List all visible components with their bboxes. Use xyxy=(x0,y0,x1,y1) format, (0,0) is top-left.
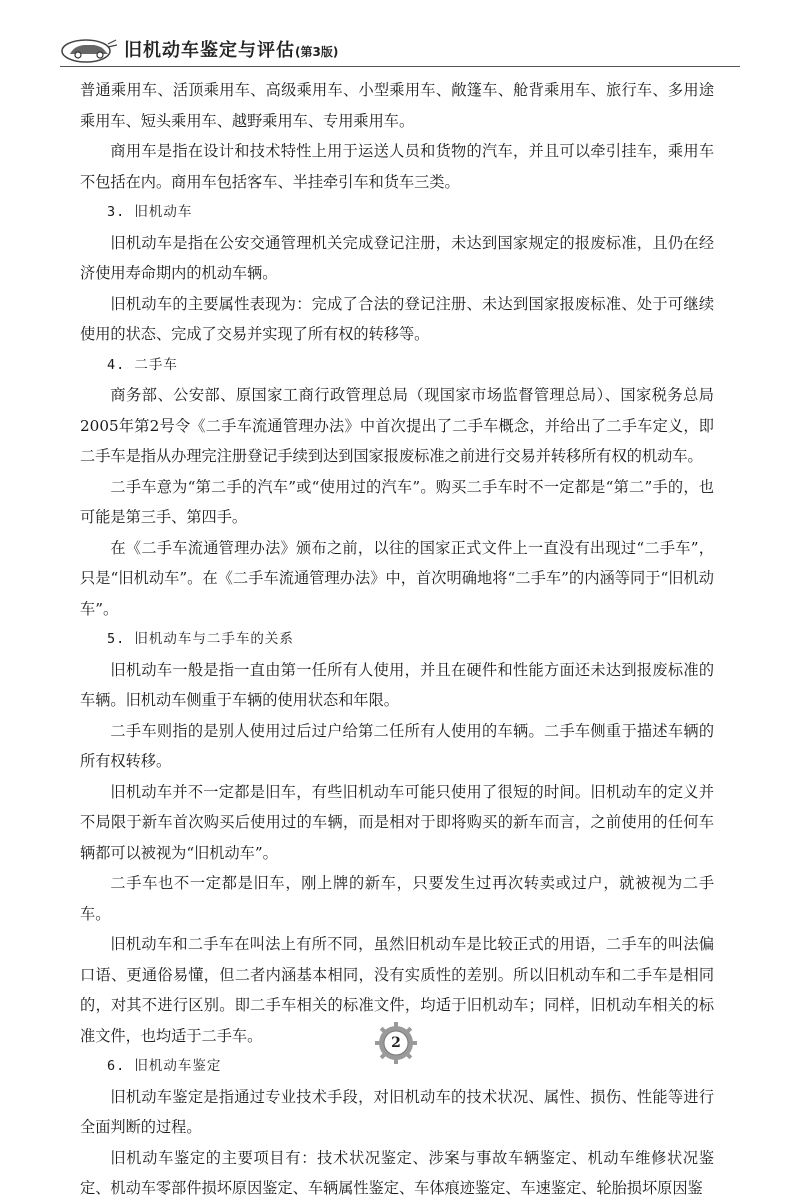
book-edition: (第3版) xyxy=(295,45,339,59)
book-title-text: 旧机动车鉴定与评估 xyxy=(124,40,295,61)
paragraph-appraisal-items: 旧机动车鉴定的主要项目有：技术状况鉴定、涉案与事故车辆鉴定、机动车维修状况鉴定、机动车零部件损坏原因鉴定、车辆属性鉴定、车体痕迹鉴定、车速鉴定、轮胎损坏原因鉴 xyxy=(80,1148,714,1197)
paragraph-relation-3: 旧机动车并不一定都是旧车，有些旧机动车可能只使用了很短的时间。旧机动车的定义并不局限于新车首次购买后使用过的车辆，而是相对于即将购买的新车而言，之前使用的任何车辆都可以被视为“旧机动车”。 xyxy=(80,782,714,862)
paragraph-relation-1: 旧机动车一般是指一直由第一任所有人使用，并且在硬件和性能方面还未达到报废标准的车辆。旧机动车侧重于车辆的使用状态和年限。 xyxy=(80,660,714,709)
paragraph-appraisal-definition: 旧机动车鉴定是指通过专业技术手段，对旧机动车的技术状况、属性、损伤、性能等进行全面判断的过程。 xyxy=(80,1087,714,1136)
paragraph-continued: 普通乘用车、活顶乘用车、高级乘用车、小型乘用车、敞篷车、舱背乘用车、旅行车、多用途乘用车、短头乘用车、越野乘用车、专用乘用车。 xyxy=(80,81,714,130)
page-header xyxy=(60,30,740,70)
section-heading-4: 4. 二手车 xyxy=(107,356,178,373)
page-number-badge xyxy=(375,1022,417,1064)
section-heading-6: 6. 旧机动车鉴定 xyxy=(107,1058,222,1074)
book-title xyxy=(124,36,338,62)
car-logo-icon xyxy=(60,36,118,64)
header-divider xyxy=(60,66,740,67)
page-number: 2 xyxy=(391,1035,401,1051)
paragraph-used-vehicle-attributes: 旧机动车的主要属性表现为：完成了合法的登记注册、未达到国家报废标准、处于可继续使用的状态、完成了交易并实现了所有权的转移等。 xyxy=(80,294,714,343)
paragraph-commercial-vehicle: 商用车是指在设计和技术特性上用于运送人员和货物的汽车，并且可以牵引挂车，乘用车不包括在内。商用车包括客车、半挂牵引车和货车三类。 xyxy=(80,142,714,191)
paragraph-used-vehicle-definition: 旧机动车是指在公安交通管理机关完成登记注册，未达到国家规定的报废标准，且仍在经济使用寿命期内的机动车辆。 xyxy=(80,233,714,282)
paragraph-second-hand-definition: 商务部、公安部、原国家工商行政管理总局（现国家市场监督管理总局）、国家税务总局2005年第2号令《二手车流通管理办法》中首次提出了二手车概念，并给出了二手车定义，即二手车是指从办理完注册登记手续到达到国家报废标准之前进行交易并转移所有权的机动车。 xyxy=(80,386,714,465)
paragraph-second-hand-meaning: 二手车意为“第二手的汽车”或“使用过的汽车”。购买二手车时不一定都是“第二”手的，也可能是第三手、第四手。 xyxy=(80,477,714,526)
paragraph-relation-4: 二手车也不一定都是旧车，刚上牌的新车，只要发生过再次转卖或过户，就被视为二手车。 xyxy=(80,874,714,923)
section-heading-3: 3. 旧机动车 xyxy=(107,204,193,220)
paragraph-regulation-history: 在《二手车流通管理办法》颁布之前，以往的国家正式文件上一直没有出现过“二手车”，只是“旧机动车”。在《二手车流通管理办法》中，首次明确地将“二手车”的内涵等同于“旧机动车”。 xyxy=(80,538,714,618)
section-heading-5: 5. 旧机动车与二手车的关系 xyxy=(107,631,294,647)
paragraph-relation-5: 旧机动车和二手车在叫法上有所不同，虽然旧机动车是比较正式的用语，二手车的叫法偏口语、更通俗易懂，但二者内涵基本相同，没有实质性的差别。所以旧机动车和二手车是相同的，对其不进行区别。即二手车相关的标准文件，均适于旧机动车；同样，旧机动车相关的标准文件，也均适于二手车。 xyxy=(80,935,714,1045)
paragraph-relation-2: 二手车则指的是别人使用过后过户给第二任所有人使用的车辆。二手车侧重于描述车辆的所有权转移。 xyxy=(80,721,714,770)
